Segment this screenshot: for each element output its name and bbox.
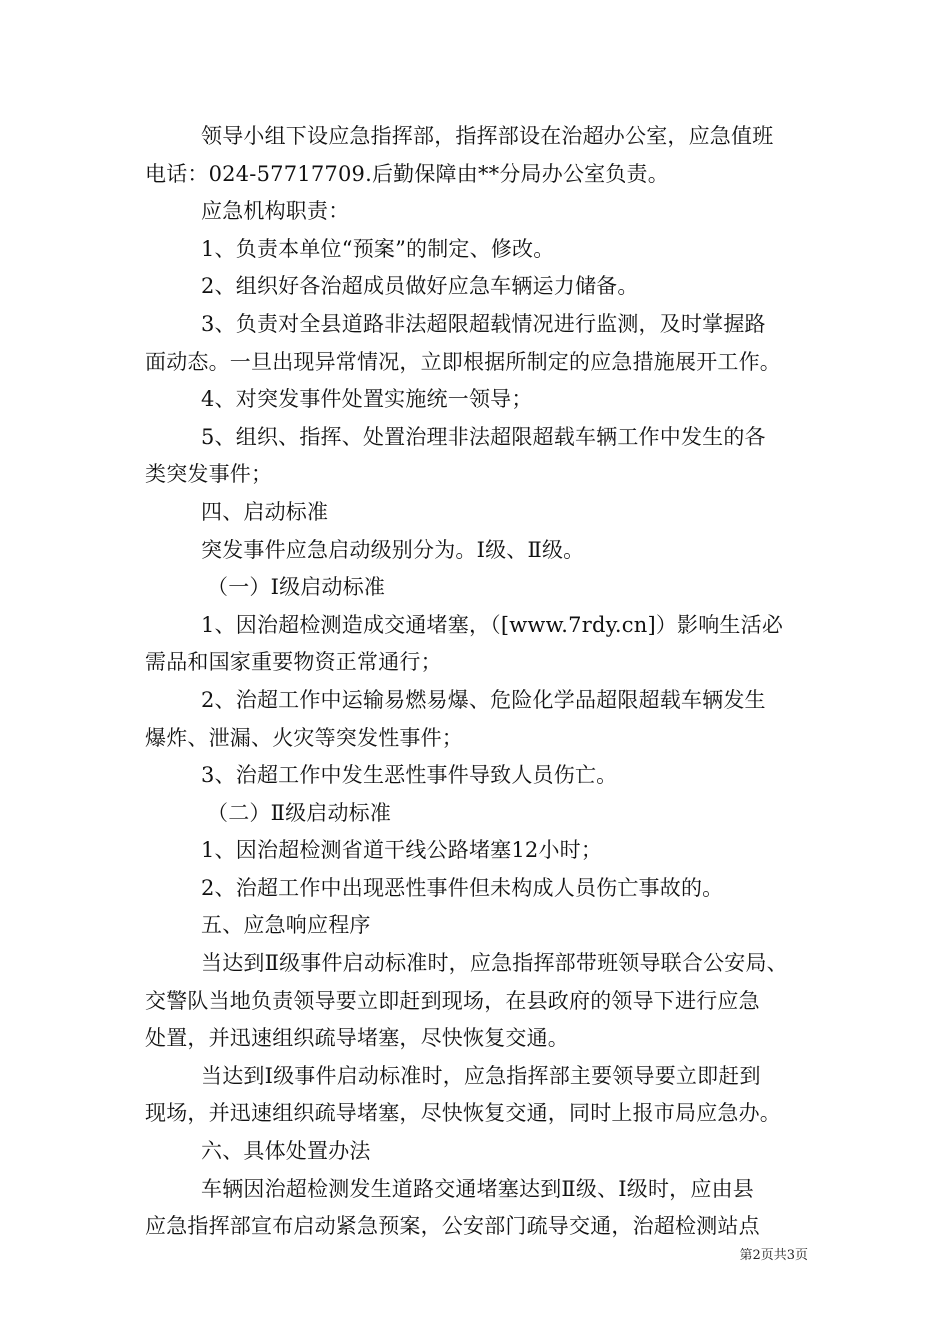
list-item: 3、负责对全县道路非法超限超载情况进行监测，及时掌握路 xyxy=(201,311,766,336)
text-line: 处置，并迅速组织疏导堵塞，尽快恢复交通。 xyxy=(145,1026,569,1051)
text-line: 爆炸、泄漏、火灾等突发性事件； xyxy=(145,725,463,750)
section-heading: 五、应急响应程序 xyxy=(201,913,371,938)
text-line: 当达到Ⅱ级事件启动标准时，应急指挥部带班领导联合公安局、 xyxy=(201,951,788,976)
text-line: 交警队当地负责领导要立即赶到现场，在县政府的领导下进行应急 xyxy=(145,988,760,1013)
section-heading: 应急机构职责： xyxy=(201,199,350,224)
text-line: 电话：024-57717709.后勤保障由**分局办公室负责。 xyxy=(145,161,669,186)
list-item: 3、治超工作中发生恶性事件导致人员伤亡。 xyxy=(201,763,618,788)
list-item: 5、组织、指挥、处置治理非法超限超载车辆工作中发生的各 xyxy=(201,424,766,449)
text-line: 当达到Ⅰ级事件启动标准时，应急指挥部主要领导要立即赶到 xyxy=(201,1063,761,1088)
section-heading: 四、启动标准 xyxy=(201,499,329,524)
text-line: 应急指挥部宣布启动紧急预案，公安部门疏导交通，治超检测站点 xyxy=(145,1214,760,1239)
text-line: 类突发事件； xyxy=(145,462,273,487)
text-line: 领导小组下设应急指挥部，指挥部设在治超办公室，应急值班 xyxy=(201,124,774,148)
text-line: 需品和国家重要物资正常通行； xyxy=(145,650,442,675)
list-item: 2、治超工作中出现恶性事件但未构成人员伤亡事故的。 xyxy=(201,875,724,900)
document-body xyxy=(145,118,810,1246)
section-heading: 六、具体处置办法 xyxy=(201,1139,371,1164)
page-number: 第2页共3页 xyxy=(739,1248,808,1263)
text-line: 现场，并迅速组织疏导堵塞，尽快恢复交通，同时上报市局应急办。 xyxy=(145,1101,781,1126)
subsection-heading: （一）Ⅰ级启动标准 xyxy=(207,575,386,600)
subsection-heading: （二）Ⅱ级启动标准 xyxy=(207,800,392,825)
text-line: 车辆因治超检测发生道路交通堵塞达到Ⅱ级、Ⅰ级时，应由县 xyxy=(201,1176,754,1201)
list-item: 1、因治超检测造成交通堵塞，（[www.7rdy.cn]）影响生活必 xyxy=(201,612,784,637)
list-item: 1、因治超检测省道干线公路堵塞12小时； xyxy=(201,838,603,863)
list-item: 1、负责本单位“预案”的制定、修改。 xyxy=(201,236,555,261)
list-item: 4、对突发事件处置实施统一领导； xyxy=(201,387,533,412)
list-item: 2、治超工作中运输易燃易爆、危险化学品超限超载车辆发生 xyxy=(201,687,766,712)
text-line: 面动态。一旦出现异常情况，立即根据所制定的应急措施展开工作。 xyxy=(145,349,781,374)
list-item: 2、组织好各治超成员做好应急车辆运力储备。 xyxy=(201,274,639,299)
text-line: 突发事件应急启动级别分为。Ⅰ级、Ⅱ级。 xyxy=(201,537,585,562)
